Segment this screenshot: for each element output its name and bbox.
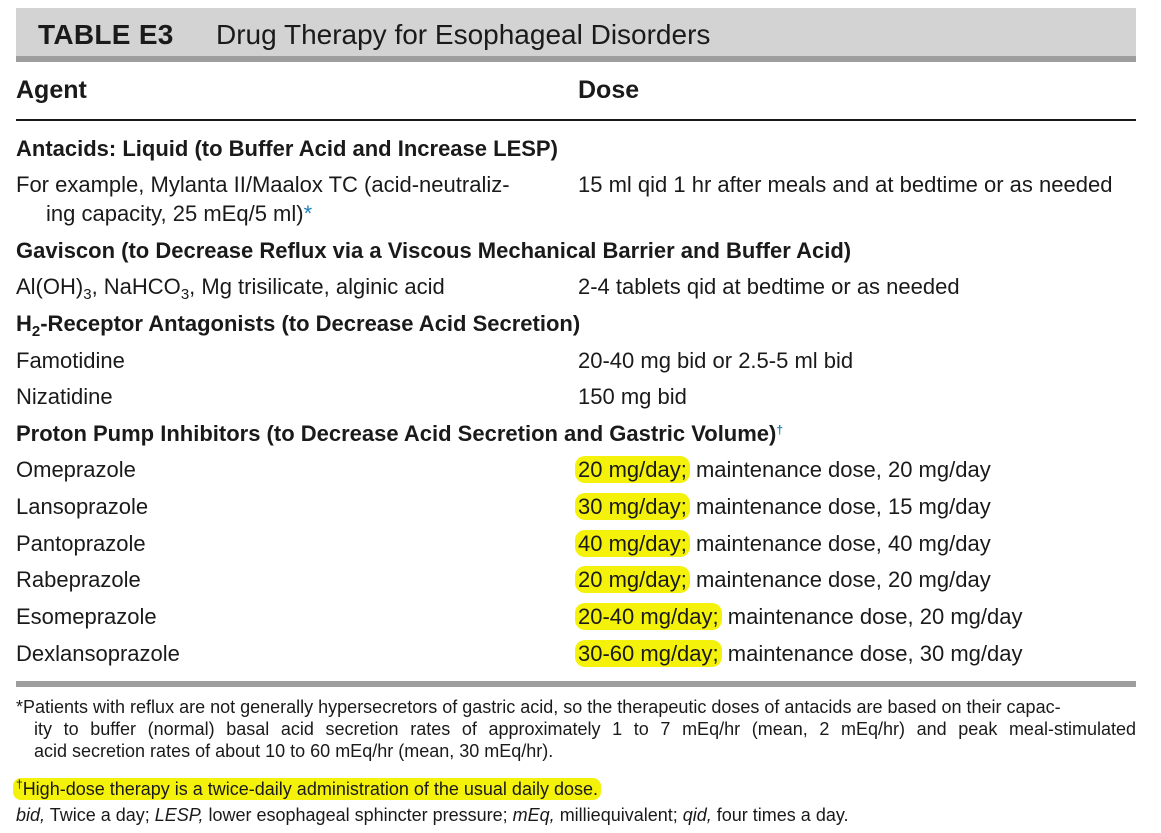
highlighted-footnote: †High-dose therapy is a twice-daily administration of the usual daily dose. <box>13 778 601 800</box>
dose-nizatidine: 150 mg bid <box>578 384 687 409</box>
footnote-asterisk: *Patients with reflux are not generally hypersecretors of gastric acid, so the therapeutic doses of antacids are based on their capac- ity to buffer (normal) basal acid secretion rates of approximately 1 to 7 mEq/hr (mean, 2 mEq/hr) and peak meal-stimulated acid secretion rates of about 10 to 60 mEq/hr (mean, 30 mEq/hr). <box>16 697 1136 761</box>
agent-nizatidine: Nizatidine <box>16 384 113 409</box>
highlighted-dose: 30-60 mg/day; <box>575 640 722 667</box>
section-h2-antagonists: $H_2$-Receptor Antagonists (to Decrease Acid Secretion) <box>16 311 581 340</box>
agent-ppi: Pantoprazole <box>16 531 146 556</box>
highlighted-dose: 20-40 mg/day; <box>575 603 722 630</box>
table-title-bar <box>16 8 1136 62</box>
column-header-dose: Dose <box>578 76 640 104</box>
table-bottom-rule <box>16 681 1136 687</box>
agent-ppi: Dexlansoprazole <box>16 641 180 666</box>
agent-ppi: Lansoprazole <box>16 494 149 519</box>
highlighted-dose: 20 mg/day; <box>575 566 690 593</box>
footnote-abbreviations: bid, Twice a day; LESP, lower esophageal sphincter pressure; mEq, milliequivalent; qid, four times a day. <box>16 805 849 825</box>
table-title: Drug Therapy for Esophageal Disorders <box>216 19 711 50</box>
agent-famotidine: Famotidine <box>16 348 125 373</box>
dose-ppi: 30-60 mg/day; maintenance dose, 30 mg/day <box>578 641 1023 666</box>
dose-ppi: 20-40 mg/day; maintenance dose, 20 mg/day <box>578 604 1023 629</box>
agent-gaviscon: $Al(OH)_3$, NaHCO$_3$, Mg trisilicate, alginic acid <box>16 274 445 303</box>
header-divider <box>16 119 1136 121</box>
agent-mylanta-line2: ing capacity, 25 mEq/5 ml)* <box>46 201 313 226</box>
section-gaviscon: Gaviscon (to Decrease Reflux via a Viscous Mechanical Barrier and Buffer Acid) <box>16 238 852 263</box>
agent-ppi: Esomeprazole <box>16 604 157 629</box>
dose-famotidine: 20-40 mg bid or 2.5-5 ml bid <box>578 348 854 373</box>
agent-mylanta-line1: For example, Mylanta II/Maalox TC (acid-neutraliz- <box>16 172 510 197</box>
section-antacids: Antacids: Liquid (to Buffer Acid and Increase LESP) <box>16 136 558 161</box>
dose-ppi: 30 mg/day; maintenance dose, 15 mg/day <box>578 494 991 519</box>
highlighted-dose: 30 mg/day; <box>575 493 690 520</box>
footnote-dagger <box>16 778 601 800</box>
dose-gaviscon: 2-4 tablets qid at bedtime or as needed <box>578 274 960 299</box>
dose-ppi: 20 mg/day; maintenance dose, 20 mg/day <box>578 457 991 482</box>
highlighted-dose: 40 mg/day; <box>575 530 690 557</box>
section-ppi: Proton Pump Inhibitors (to Decrease Acid Secretion and Gastric Volume)† <box>16 421 784 446</box>
table-number: TABLE E3 <box>38 19 174 50</box>
column-header-agent: Agent <box>16 76 87 104</box>
dagger-footnote-mark: † <box>776 423 784 437</box>
dose-mylanta: 15 ml qid 1 hr after meals and at bedtime or as needed <box>578 172 1113 197</box>
agent-ppi: Rabeprazole <box>16 567 141 592</box>
highlighted-dose: 20 mg/day; <box>575 456 690 483</box>
asterisk-footnote-mark: * <box>303 201 313 226</box>
dose-ppi: 20 mg/day; maintenance dose, 20 mg/day <box>578 567 991 592</box>
agent-ppi: Omeprazole <box>16 457 136 482</box>
dose-ppi: 40 mg/day; maintenance dose, 40 mg/day <box>578 531 991 556</box>
